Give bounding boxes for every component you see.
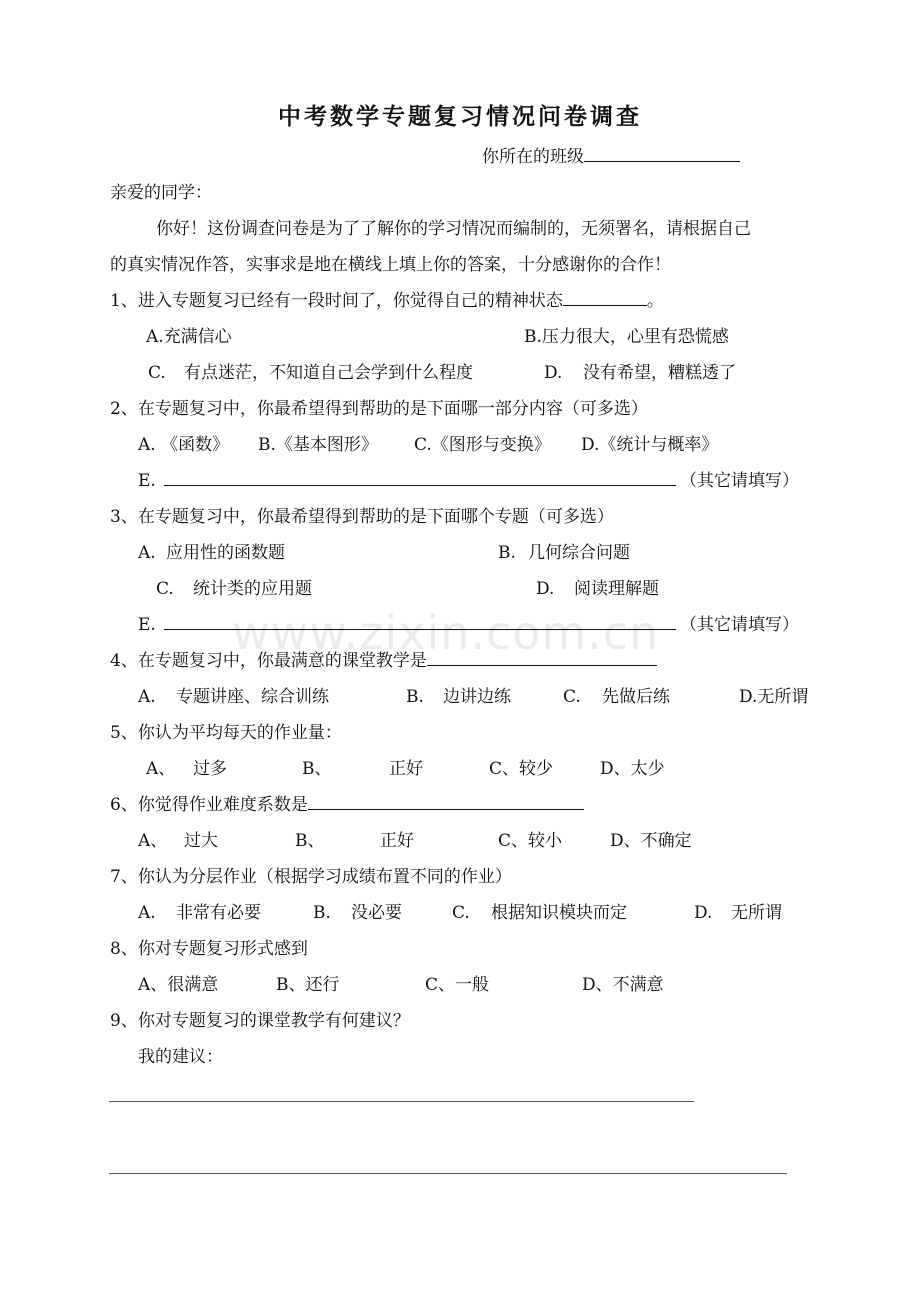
question-5-text: 5、你认为平均每天的作业量：: [110, 723, 342, 743]
question-6-option-b-letter: B、: [295, 831, 325, 851]
question-6-option-a-letter: A、: [138, 831, 168, 851]
question-7-text: 7、你认为分层作业（根据学习成绩布置不同的作业）: [110, 867, 512, 887]
question-6-text: 6、你觉得作业难度系数是: [110, 795, 308, 815]
question-7-option-c[interactable]: 根据知识模块而定: [491, 903, 627, 923]
question-3-text: 3、在专题复习中，你最希望得到帮助的是下面哪个专题（可多选）: [110, 507, 614, 527]
intro-line-1: 你好！这份调查问卷是为了了解你的学习情况而编制的，无须署名，请根据自己: [156, 219, 751, 239]
suggestion-label: 我的建议：: [138, 1047, 223, 1067]
question-9-text: 9、你对专题复习的课堂教学有何建议？: [110, 1011, 410, 1031]
question-6-option-d[interactable]: D、不确定: [610, 831, 692, 851]
question-1-option-c-letter: C.: [148, 363, 166, 383]
question-6-blank[interactable]: [308, 794, 584, 810]
question-2-option-a[interactable]: A. 《函数》: [138, 435, 230, 455]
question-2-text: 2、在专题复习中，你最希望得到帮助的是下面哪一部分内容（可多选）: [110, 399, 648, 419]
question-3-option-d[interactable]: 阅读理解题: [574, 579, 659, 599]
question-8-option-d[interactable]: D、不满意: [582, 975, 664, 995]
watermark: www.zixin.com.cn: [232, 606, 660, 660]
question-3-option-a[interactable]: 应用性的函数题: [166, 543, 285, 563]
question-7-option-d[interactable]: 无所谓: [731, 903, 782, 923]
class-blank[interactable]: [584, 146, 740, 162]
question-3-option-d-letter: D.: [536, 579, 555, 599]
question-4-option-a-letter: A.: [138, 687, 156, 707]
question-6-option-c[interactable]: C、较小: [498, 831, 563, 851]
question-6: [110, 794, 584, 816]
question-4-option-a[interactable]: 专题讲座、综合训练: [176, 687, 329, 707]
page-title: 中考数学专题复习情况问卷调查: [278, 104, 642, 130]
question-2-option-c[interactable]: C.《图形与变换》: [414, 435, 551, 455]
question-8-text: 8、你对专题复习形式感到: [110, 939, 308, 959]
question-1-option-d[interactable]: 没有希望，糟糕透了: [583, 363, 736, 383]
class-field: [482, 146, 740, 168]
question-5-option-a-letter: A、: [146, 759, 176, 779]
question-8-option-c[interactable]: C、一般: [425, 975, 490, 995]
intro-line-2: 的真实情况作答，实事求是地在横线上填上你的答案，十分感谢你的合作！: [110, 255, 671, 275]
question-3-option-e-letter: E.: [138, 615, 156, 635]
question-4-option-b[interactable]: 边讲边练: [443, 687, 511, 707]
question-7-option-a-letter: A.: [138, 903, 156, 923]
question-6-option-a[interactable]: 过大: [184, 831, 218, 851]
question-1-option-d-letter: D.: [544, 363, 563, 383]
question-2-option-e: [138, 470, 676, 492]
question-2-other-note: （其它请填写）: [680, 471, 799, 491]
question-7-option-a[interactable]: 非常有必要: [176, 903, 261, 923]
question-7-option-b-letter: B.: [313, 903, 331, 923]
question-5-option-b-letter: B、: [302, 759, 332, 779]
question-4-text: 4、在专题复习中，你最满意的课堂教学是: [110, 651, 427, 671]
question-3-option-c[interactable]: 统计类的应用题: [193, 579, 312, 599]
question-5-option-b[interactable]: 正好: [389, 759, 423, 779]
question-1-end: 。: [646, 291, 664, 311]
question-4-option-d[interactable]: D.无所谓: [739, 687, 809, 707]
greeting: 亲爱的同学：: [110, 183, 212, 203]
question-7-option-d-letter: D.: [694, 903, 713, 923]
question-2-option-d[interactable]: D.《统计与概率》: [581, 435, 719, 455]
question-1-option-b[interactable]: B.压力很大，心里有恐慌感: [524, 327, 729, 347]
question-8-option-a[interactable]: A、很满意: [138, 975, 219, 995]
question-5-option-d[interactable]: D、太少: [600, 759, 665, 779]
question-4-option-c-letter: C.: [563, 687, 581, 707]
question-3-other-note: （其它请填写）: [680, 615, 799, 635]
question-7-option-c-letter: C.: [452, 903, 470, 923]
question-3-option-b-letter: B.: [498, 543, 516, 563]
question-1-blank[interactable]: [563, 290, 647, 306]
question-8-option-b[interactable]: B、还行: [276, 975, 340, 995]
question-1: [110, 290, 664, 312]
question-4-option-b-letter: B.: [406, 687, 424, 707]
question-2-option-e-letter: E.: [138, 471, 156, 491]
question-2-option-b[interactable]: B.《基本图形》: [258, 435, 378, 455]
question-7-option-b[interactable]: 没必要: [351, 903, 402, 923]
question-5-option-c[interactable]: C、较少: [489, 759, 554, 779]
question-4-option-c[interactable]: 先做后练: [602, 687, 670, 707]
question-3-option-c-letter: C.: [156, 579, 174, 599]
suggestion-line-1[interactable]: [109, 1101, 694, 1102]
question-3-option-a-letter: A.: [138, 543, 156, 563]
question-6-option-b[interactable]: 正好: [380, 831, 414, 851]
question-3-option-b[interactable]: 几何综合问题: [528, 543, 630, 563]
class-label: 你所在的班级: [482, 147, 584, 167]
suggestion-line-2[interactable]: [109, 1173, 787, 1174]
question-5-option-a[interactable]: 过多: [193, 759, 227, 779]
question-1-option-a[interactable]: A.充满信心: [146, 327, 232, 347]
question-1-text: 1、进入专题复习已经有一段时间了，你觉得自己的精神状态: [110, 291, 563, 311]
question-2-other-blank[interactable]: [164, 470, 676, 486]
question-1-option-c[interactable]: 有点迷茫，不知道自己会学到什么程度: [184, 363, 473, 383]
